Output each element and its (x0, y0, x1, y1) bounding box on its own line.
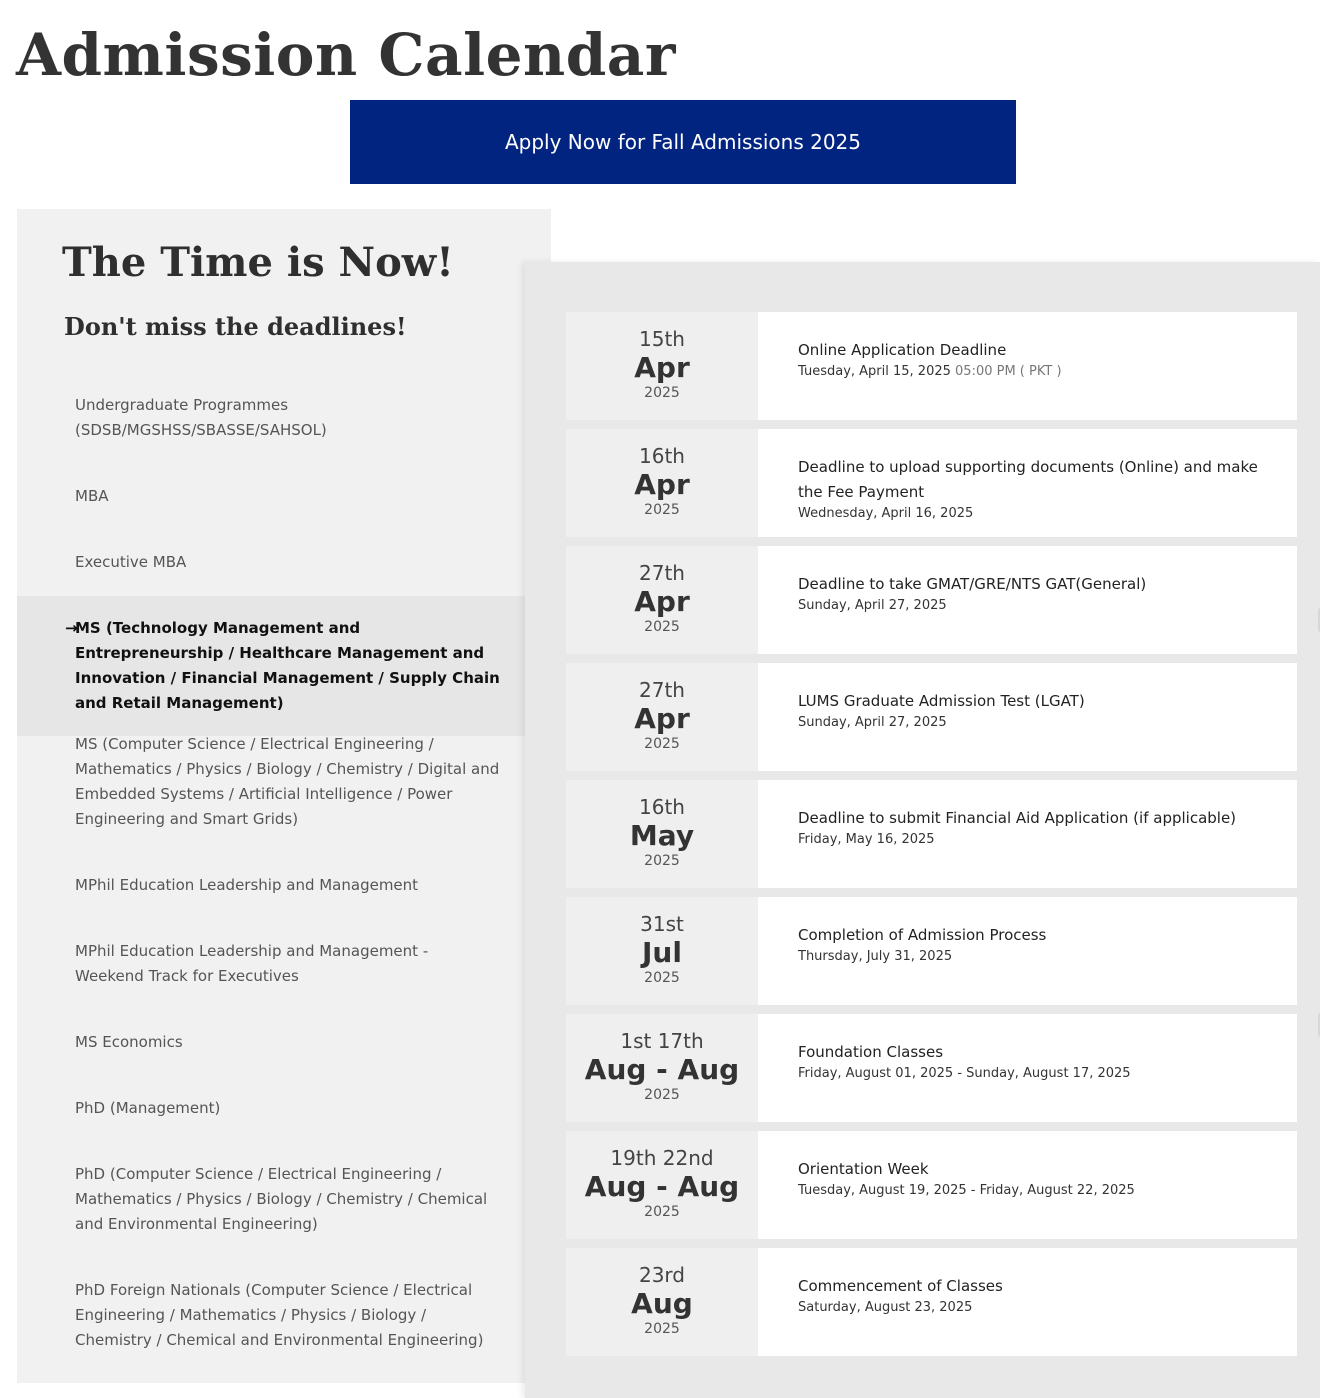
event-month: Apr (634, 702, 690, 735)
calendar-event (566, 897, 1297, 1005)
event-day: 23rd (638, 1263, 685, 1287)
event-full-date: Tuesday, April 15, 2025 05:00 PM ( PKT ) (798, 364, 1062, 379)
event-title: Commencement of Classes (798, 1277, 1003, 1295)
program-item-mphil-education-weekend[interactable] (17, 939, 525, 989)
event-title: Foundation Classes (798, 1043, 944, 1061)
program-item-label: PhD Foreign Nationals (Computer Science / Electrical Engineering / Mathematics / Physics / Biology / Chemistry / Chemical and Environmental Engineering) (75, 1281, 484, 1349)
calendar-event (566, 1014, 1297, 1122)
calendar-panel (525, 262, 1320, 1398)
event-day: 27th (639, 561, 685, 585)
event-date-box (566, 429, 758, 537)
program-item-ms-management[interactable] (17, 596, 525, 736)
calendar-event (566, 546, 1297, 654)
program-item-label: Undergraduate Programmes (SDSB/MGSHSS/SBASSE/SAHSOL) (75, 396, 327, 439)
event-day: 15th (639, 327, 685, 351)
event-day: 19th 22nd (610, 1146, 714, 1170)
event-title: Online Application Deadline (798, 341, 1007, 359)
event-info (758, 1014, 1297, 1122)
event-date-box (566, 663, 758, 771)
calendar-event (566, 429, 1297, 537)
event-year: 2025 (644, 970, 680, 986)
event-title: LUMS Graduate Admission Test (LGAT) (798, 692, 1085, 710)
event-title: Deadline to take GMAT/GRE/NTS GAT(General) (798, 575, 1147, 593)
program-item-undergraduate[interactable] (17, 393, 525, 443)
event-title: Deadline to submit Financial Aid Application (if applicable) (798, 809, 1237, 827)
event-info (758, 312, 1297, 420)
program-item-phd-management[interactable] (17, 1096, 525, 1121)
program-item-phd-science[interactable] (17, 1162, 525, 1237)
event-day: 16th (639, 444, 685, 468)
event-full-date: Tuesday, August 19, 2025 - Friday, August 22, 2025 (798, 1183, 1135, 1198)
event-date-box (566, 546, 758, 654)
event-date-box (566, 780, 758, 888)
event-month: May (629, 819, 695, 852)
event-full-date: Thursday, July 31, 2025 (798, 949, 953, 964)
event-full-date: Friday, August 01, 2025 - Sunday, August 17, 2025 (798, 1066, 1131, 1081)
event-month: Aug (631, 1287, 693, 1320)
event-title: Completion of Admission Process (798, 926, 1047, 944)
event-time: 05:00 PM ( PKT ) (950, 364, 1062, 379)
sidebar-title: The Time is Now! (62, 239, 454, 286)
event-full-date: Friday, May 16, 2025 (798, 832, 935, 847)
event-info (758, 546, 1297, 654)
sidebar-subtitle: Don't miss the deadlines! (64, 312, 407, 341)
event-day: 16th (639, 795, 685, 819)
program-item-label: MPhil Education Leadership and Management - Weekend Track for Executives (75, 942, 429, 985)
event-full-date: Saturday, August 23, 2025 (798, 1300, 973, 1315)
event-month: Aug - Aug (584, 1170, 740, 1203)
program-sidebar (17, 209, 551, 1383)
program-item-ms-economics[interactable] (17, 1030, 525, 1055)
program-item-ms-science[interactable] (17, 732, 525, 832)
event-month: Apr (634, 468, 690, 501)
event-title: Orientation Week (798, 1160, 929, 1178)
event-date-box (566, 897, 758, 1005)
program-item-executive-mba[interactable] (17, 550, 525, 575)
event-year: 2025 (644, 1204, 680, 1220)
event-info (758, 1248, 1297, 1356)
event-year: 2025 (644, 385, 680, 401)
event-date-box (566, 1248, 758, 1356)
arrow-right-icon: → (65, 619, 78, 637)
event-year: 2025 (644, 736, 680, 752)
program-item-mphil-education[interactable] (17, 873, 525, 898)
event-year: 2025 (644, 1087, 680, 1103)
event-year: 2025 (644, 853, 680, 869)
event-info (758, 1131, 1297, 1239)
event-title: Deadline to upload supporting documents (Online) and make the Fee Payment (798, 458, 1258, 501)
page-title: Admission Calendar (16, 21, 676, 89)
event-date-box (566, 312, 758, 420)
event-info (758, 780, 1297, 888)
event-year: 2025 (644, 1321, 680, 1337)
program-item-label: MBA (75, 487, 109, 505)
event-date-box (566, 1131, 758, 1239)
calendar-event (566, 663, 1297, 771)
program-item-mba[interactable] (17, 484, 525, 509)
event-full-date: Sunday, April 27, 2025 (798, 598, 947, 613)
calendar-event (566, 312, 1297, 420)
event-year: 2025 (644, 619, 680, 635)
event-info (758, 429, 1297, 537)
program-item-label: PhD (Computer Science / Electrical Engineering / Mathematics / Physics / Biology / Chemistry / Chemical and Environmental Engineering) (75, 1165, 488, 1233)
program-item-label: Executive MBA (75, 553, 187, 571)
event-info (758, 897, 1297, 1005)
program-item-label: PhD (Management) (75, 1099, 221, 1117)
event-month: Apr (634, 351, 690, 384)
event-month: Jul (642, 936, 682, 969)
event-info (758, 663, 1297, 771)
apply-now-button[interactable]: Apply Now for Fall Admissions 2025 (350, 100, 1016, 184)
event-day: 31st (640, 912, 684, 936)
event-day: 1st 17th (620, 1029, 704, 1053)
event-month: Apr (634, 585, 690, 618)
calendar-event (566, 780, 1297, 888)
calendar-event (566, 1131, 1297, 1239)
program-item-label: MS (Computer Science / Electrical Engineering / Mathematics / Physics / Biology / Chemistry / Digital and Embedded Systems / Artificial Intelligence / Power Engineering and Smart Grids) (75, 735, 500, 828)
event-year: 2025 (644, 502, 680, 518)
event-month: Aug - Aug (584, 1053, 740, 1086)
program-item-label: MPhil Education Leadership and Management (75, 876, 419, 894)
program-item-phd-foreign[interactable] (17, 1278, 525, 1353)
program-item-label: MS Economics (75, 1033, 183, 1051)
event-full-date: Wednesday, April 16, 2025 (798, 506, 974, 521)
calendar-event (566, 1248, 1297, 1356)
event-day: 27th (639, 678, 685, 702)
event-full-date: Sunday, April 27, 2025 (798, 715, 947, 730)
event-date-box (566, 1014, 758, 1122)
program-item-label: MS (Technology Management and Entrepreneurship / Healthcare Management and Innovation / Financial Management / Supply Chain and Retail Management) (75, 619, 500, 712)
